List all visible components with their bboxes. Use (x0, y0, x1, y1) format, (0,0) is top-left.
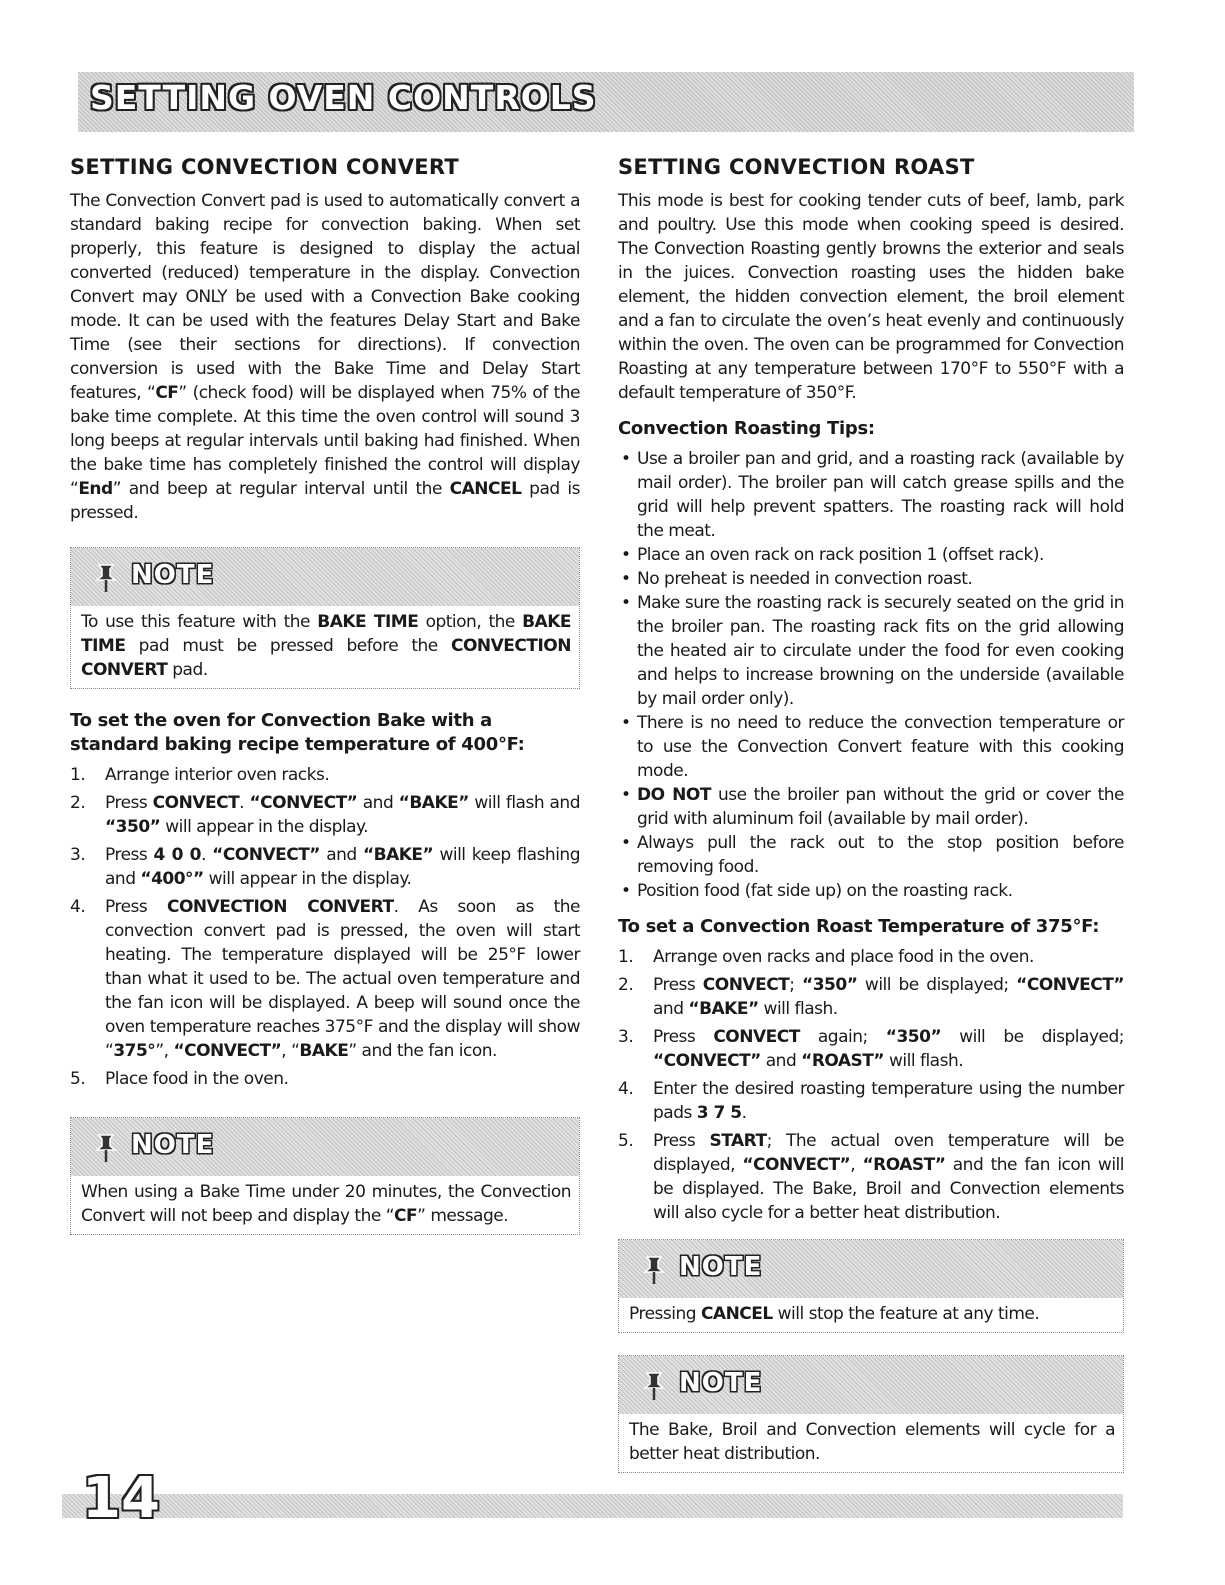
text-run: . (200, 845, 213, 865)
step-number: 4. (70, 897, 86, 917)
text-run: Press (105, 845, 154, 865)
emphasis-text: CF (155, 383, 179, 403)
emphasis-text: “ROAST” (862, 1155, 946, 1175)
note-text (619, 1298, 1123, 1332)
text-run: There is no need to reduce the convection temperature or to use the Convection Convert feature with this cooking mode. (637, 713, 1124, 781)
text-run: This mode is best for cooking tender cuts of beef, lamb, park and poultry. Use this mode when cooking speed is desired. The Convection Roasting gently browns the exterior and seals in the juices. Convection roasting uses the hidden bake element, the hidden convection element, the broil element and a fan to circulate the oven’s heat evenly and continuously within the oven. The oven can be programmed for Convection Roasting at any temperature between 170°F to 550°F with a default temperature of 350°F. (618, 191, 1124, 403)
emphasis-text: BAKE TIME (317, 612, 419, 632)
text-run: Place food in the oven. (105, 1069, 289, 1089)
note-label: NOTE (131, 1130, 215, 1160)
convection-bake-steps (70, 763, 580, 1091)
roasting-tips-list (618, 447, 1124, 903)
text-run: will flash. (758, 999, 838, 1019)
text-run: and the fan icon will be displayed. The Bake, Broil and Convection elements will also cycle for a better heat distribution. (653, 1155, 1125, 1223)
note-box (70, 547, 580, 689)
note-header (619, 1240, 1123, 1298)
step-item (618, 1077, 1124, 1125)
emphasis-text: “CONVECT” (1016, 975, 1125, 995)
step-item (618, 1129, 1124, 1225)
note-label: NOTE (131, 560, 215, 590)
text-run: Press (105, 897, 167, 917)
text-run: use the broiler pan without the grid or cover the grid with aluminum foil (available by mail order). (637, 785, 1125, 829)
emphasis-text: CONVECT (713, 1027, 800, 1047)
text-run: and (653, 999, 689, 1019)
tip-item (618, 567, 1124, 591)
text-run: will keep flashing and (105, 845, 580, 889)
text-run: and (357, 793, 399, 813)
emphasis-text: “350” (802, 975, 858, 995)
emphasis-text: End (78, 479, 113, 499)
step-number: 3. (618, 1027, 634, 1047)
text-run: Use a broiler pan and grid, and a roasting rack (available by mail order). The broiler pan will catch grease spills and the grid will help prevent spatters. The roasting rack will hold the meat. (637, 449, 1124, 541)
text-run: ” and the fan icon. (348, 1041, 497, 1061)
text-run: will be displayed; (941, 1027, 1124, 1047)
text-run: Arrange interior oven racks. (105, 765, 330, 785)
pushpin-icon (93, 1132, 119, 1164)
step-item (70, 843, 580, 891)
text-run: will stop the feature at any time. (772, 1304, 1040, 1324)
note-box (618, 1239, 1124, 1333)
note-header (619, 1356, 1123, 1414)
emphasis-text: “BAKE” (688, 999, 759, 1019)
emphasis-text: 375° (113, 1041, 156, 1061)
text-run: option, the (418, 612, 523, 632)
text-run: will flash. (884, 1051, 964, 1071)
text-run: will flash and (468, 793, 580, 813)
page-number: 14 (82, 1466, 160, 1531)
note-header (71, 1118, 579, 1176)
pushpin-icon (641, 1370, 667, 1402)
step-item (618, 973, 1124, 1021)
note-text (71, 1176, 579, 1234)
text-run: Place an oven rack on rack position 1 (offset rack). (637, 545, 1044, 565)
convection-roast-intro (618, 189, 1124, 405)
text-run: ”, (155, 1041, 174, 1061)
text-run: ” and beep at regular interval until the (112, 479, 450, 499)
text-run: will appear in the display. (160, 817, 369, 837)
text-run: Always pull the rack out to the stop position before removing food. (637, 833, 1124, 877)
convection-roast-steps-heading: To set a Convection Roast Temperature of 375°F: (618, 916, 1100, 937)
emphasis-text: CANCEL (449, 479, 522, 499)
convection-roast-steps (618, 945, 1124, 1225)
emphasis-text: BAKE (299, 1041, 349, 1061)
text-run: To use this feature with the (81, 612, 318, 632)
tip-item (618, 879, 1124, 903)
text-run: Position food (fat side up) on the roasting rack. (637, 881, 1013, 901)
text-run: , “ (281, 1041, 300, 1061)
step-number: 1. (70, 765, 86, 785)
section-heading-convection-convert: SETTING CONVECTION CONVERT (70, 155, 460, 179)
step-number: 5. (618, 1131, 634, 1151)
emphasis-text: CONVECT (702, 975, 790, 995)
text-run: , (850, 1155, 863, 1175)
text-run: ” (check food) will be displayed when 75% of the bake time complete. At this time the oven control will sound 3 long beeps at regular intervals until baking had finished. When the bake time has completely finished the control will display “ (70, 383, 580, 499)
step-number: 2. (70, 793, 86, 813)
text-run: ; (789, 975, 803, 995)
text-run: Enter the desired roasting temperature using the number pads (653, 1079, 1124, 1123)
emphasis-text: “CONVECT” (742, 1155, 851, 1175)
pushpin-icon (641, 1254, 667, 1286)
tip-item (618, 447, 1124, 543)
step-number: 2. (618, 975, 634, 995)
tip-item (618, 831, 1124, 879)
section-heading-convection-roast: SETTING CONVECTION ROAST (618, 155, 975, 179)
emphasis-text: “350” (105, 817, 161, 837)
emphasis-text: “350” (885, 1027, 942, 1047)
text-run: ; The actual oven temperature will be displayed, (653, 1131, 1124, 1175)
note-text (71, 606, 579, 688)
text-run: pad. (167, 660, 208, 680)
emphasis-text: “400°” (140, 869, 204, 889)
emphasis-text: “BAKE” (362, 845, 434, 865)
text-run: Make sure the roasting rack is securely seated on the grid in the broiler pan. The roasting rack fits on the grid allowing the heated air to circulate under the food for even cooking and helps to increase browning on the underside (available by mail order only). (637, 593, 1124, 709)
convection-convert-intro (70, 189, 580, 525)
emphasis-text: 3 7 5 (696, 1103, 742, 1123)
right-column (618, 155, 1124, 1493)
step-item (618, 945, 1124, 969)
note-header (71, 548, 579, 606)
emphasis-text: 4 0 0 (153, 845, 201, 865)
text-run: . (741, 1103, 747, 1123)
emphasis-text: “ROAST” (801, 1051, 885, 1071)
emphasis-text: CANCEL (700, 1304, 773, 1324)
text-run: Press (653, 1027, 714, 1047)
text-run: and (760, 1051, 802, 1071)
convection-bake-steps-heading: To set the oven for Convection Bake with a standard baking recipe temperature of 400°F: (70, 710, 525, 755)
tip-item (618, 711, 1124, 783)
header-banner (78, 72, 1134, 132)
step-item (70, 1067, 580, 1091)
text-run: Press (653, 1131, 710, 1151)
page-title: SETTING OVEN CONTROLS (90, 78, 597, 117)
emphasis-text: DO NOT (637, 785, 711, 805)
text-run: . As soon as the convection convert pad is pressed, the oven will start heating. The temperature displayed will be 25°F lower than what it used to be. The actual oven temperature and the fan icon will be displayed. A beep will sound once the oven temperature reaches 375°F and the display will show “ (105, 897, 580, 1061)
step-item (70, 763, 580, 787)
roasting-tips-heading: Convection Roasting Tips: (618, 418, 875, 439)
text-run: pad must be pressed before the (125, 636, 451, 656)
text-run: and (319, 845, 363, 865)
step-number: 3. (70, 845, 86, 865)
footer-bar (145, 1494, 1123, 1518)
text-run: pad is pressed. (70, 479, 580, 523)
text-run: Press (105, 793, 153, 813)
note-label: NOTE (679, 1368, 763, 1398)
step-item (618, 1025, 1124, 1073)
step-item (70, 895, 580, 1063)
step-number: 5. (70, 1069, 86, 1089)
text-run: again; (799, 1027, 886, 1047)
text-run: Arrange oven racks and place food in the oven. (653, 947, 1034, 967)
tip-item (618, 783, 1124, 831)
emphasis-text: “CONVECT” (249, 793, 358, 813)
emphasis-text: BAKE TIME (81, 612, 571, 656)
note-box (618, 1355, 1124, 1473)
text-run: The Convection Convert pad is used to automatically convert a standard baking recipe for convection baking. When set properly, this feature is designed to display the actual converted (reduced) temperature in the display. Convection Convert may ONLY be used with a Convection Bake cooking mode. It can be used with the features Delay Start and Bake Time (see their sections for directions). If convection conversion is used with the Bake Time and Delay Start features, “ (70, 191, 580, 403)
emphasis-text: CONVECTION CONVERT (166, 897, 394, 917)
tip-item (618, 591, 1124, 711)
emphasis-text: “CONVECT” (173, 1041, 282, 1061)
emphasis-text: CF (394, 1206, 418, 1226)
note-text (619, 1414, 1123, 1472)
note-label: NOTE (679, 1252, 763, 1282)
tip-item (618, 543, 1124, 567)
emphasis-text: “BAKE” (398, 793, 469, 813)
text-run: The Bake, Broil and Convection elements will cycle for a better heat distribution. (629, 1420, 1115, 1464)
text-run: will be displayed; (857, 975, 1017, 995)
text-run: Press (653, 975, 703, 995)
note-box (70, 1117, 580, 1235)
left-column (70, 155, 580, 1255)
emphasis-text: “CONVECT” (653, 1051, 761, 1071)
emphasis-text: CONVECT (152, 793, 240, 813)
step-number: 1. (618, 947, 634, 967)
text-run: ” message. (417, 1206, 509, 1226)
step-number: 4. (618, 1079, 634, 1099)
text-run: will appear in the display. (203, 869, 412, 889)
emphasis-text: “CONVECT” (212, 845, 320, 865)
text-run: When using a Bake Time under 20 minutes, the Convection Convert will not beep and display the “ (81, 1182, 571, 1226)
step-item (70, 791, 580, 839)
text-run: . (239, 793, 250, 813)
emphasis-text: CONVECTION CONVERT (81, 636, 571, 680)
text-run: Pressing (629, 1304, 701, 1324)
text-run: No preheat is needed in convection roast. (637, 569, 973, 589)
emphasis-text: START (709, 1131, 767, 1151)
pushpin-icon (93, 562, 119, 594)
